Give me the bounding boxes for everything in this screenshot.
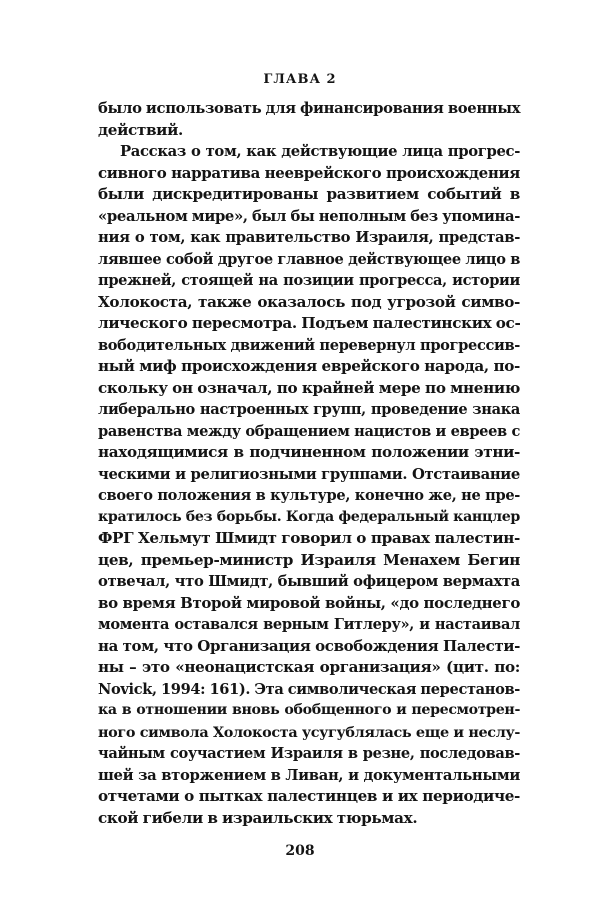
text-line: своего положения в культуре, конечно же, не пре- [98,487,520,504]
text-line: ка в отношении вновь обобщенного и пересмотрен- [98,702,520,718]
text-line: «реальном мире», был бы неполным без упомина- [98,207,520,225]
text-line: ный миф происхождения еврейского народа, по- [98,357,520,375]
text-line: момента оставался верным Гитлеру», и настаивал [98,616,520,633]
text-line: были дискредитированы развитием событий в [98,185,520,203]
text-line: было использовать для финансирования военных [98,100,521,117]
text-line: либерально настроенных групп, проведение знака [98,401,520,418]
text-line: находящимися в подчиненном положении этни- [98,443,520,461]
text-line: лического пересмотра. Подъем палестинских ос- [98,314,521,332]
body-text [98,98,520,829]
text-line: ФРГ Хельмут Шмидт говорил о правах палестин- [98,529,520,547]
text-line: Рассказ о том, как действующие лица прогрес- [120,143,520,160]
text-line: ны – это «неонацистская организация» (цит. по: [98,658,520,676]
text-line: прежней, стоящей на позиции прогресса, истории [98,272,520,289]
text-line: вободительных движений перевернул прогрессив- [98,336,520,354]
text-line: шей за вторжением в Ливан, и документальными [98,766,520,784]
text-line: скольку он означал, по крайней мере по мнению [98,378,520,397]
text-line: равенства между обращением нацистов и евреев с [98,422,520,440]
text-line: Novick, 1994: 161). Эта символическая перестанов- [98,680,520,698]
text-line: во время Второй мировой войны, «до последнего [98,593,520,612]
text-line: Холокоста, также оказалось под угрозой симво- [98,292,520,311]
text-line: сивного нарратива нееврейского происхождения [98,163,520,182]
text-line: ного символа Холокоста усугублялась еще и неслу- [98,723,520,741]
text-line: ния о том, как правительство Израиля, представ- [98,229,520,246]
text-line: ской гибели в израильских тюрьмах. [98,808,418,827]
page-number: 208 [285,843,315,859]
text-line: чайным соучастием Израиля в резне, последовав- [98,745,520,762]
text-line: отчетами о пытках палестинцев и их периодиче- [98,787,520,805]
text-line: на том, что Организация освобождения Палести- [98,636,520,655]
text-line: цев, премьер-министр Израиля Менахем Бегин [98,550,520,569]
text-line: лявшее собой другое главное действующее лицо в [98,250,520,268]
text-line: отвечал, что Шмидт, бывший офицером вермахта [98,573,520,590]
text-line: кратилось без борьбы. Когда федеральный канцлер [98,508,520,525]
text-line: действий. [98,120,183,139]
text-line: ческими и религиозными группами. Отстаивание [98,465,520,483]
running-head: ГЛАВА 2 [263,72,337,87]
